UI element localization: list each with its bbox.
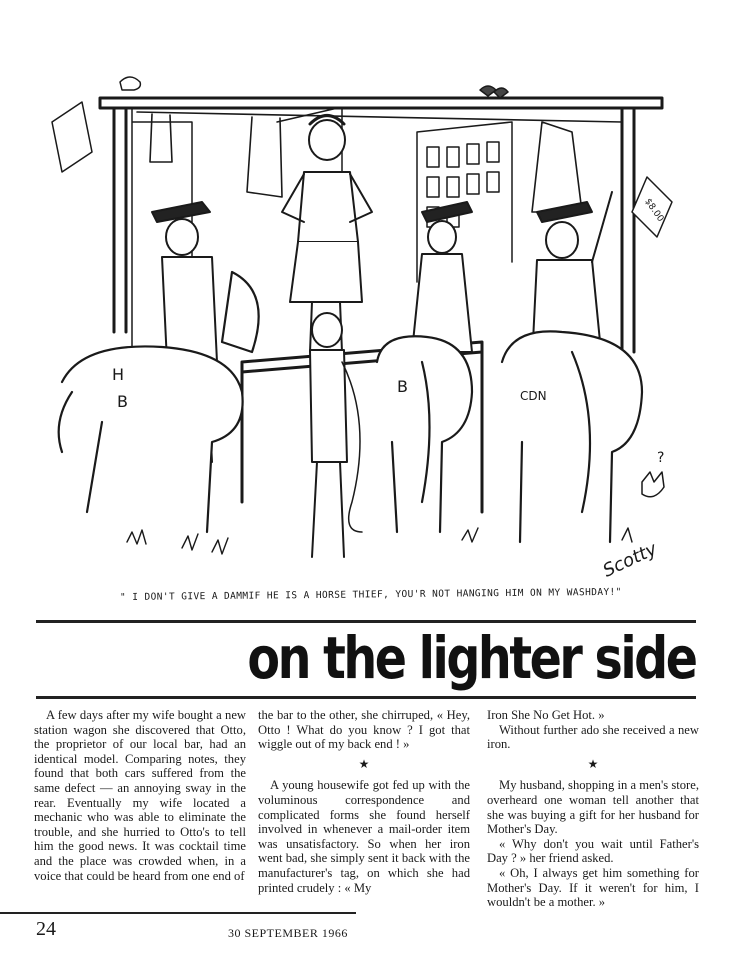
brand-cdn: CDN (520, 389, 547, 403)
section-star: ★ (358, 756, 370, 771)
brand-h: H (112, 365, 125, 384)
cartoon-illustration (42, 62, 682, 584)
anecdote-station-wagon-continued: the bar to the other, she chirruped, « Hey, Otto ! What do you know ? I got that wiggle out of my back end ! » (258, 708, 470, 752)
price-tag (632, 177, 672, 237)
article-column-1 (34, 708, 246, 883)
horse-left (59, 272, 259, 532)
brand-b-middle: B (397, 377, 408, 396)
anecdote-iron-continued: Iron She No Get Hot. » (487, 708, 605, 722)
horse-middle (377, 336, 472, 532)
page-number: 24 (36, 918, 56, 940)
svg-text:?: ? (657, 450, 665, 466)
headline-rule-bottom (36, 696, 696, 699)
brand-b-left: B (117, 392, 128, 411)
section-star: ★ (587, 756, 599, 771)
cowboy-middle (412, 202, 472, 352)
price-tag-text: $8.00 (642, 197, 666, 224)
section-headline: on the lighter side (247, 624, 696, 692)
anecdote-station-wagon: A few days after my wife bought a new station wagon she discovered that Otto, the proprietor of our local bar, had an identical model. Comparing notes, they found that both cars suffered from the same defect — an annoying sway in the rear. Eventually my wife located a mechanic who was able to eliminate the trouble, and she hurried to Otto's to tell him the good news. It was cocktail time and the place was crowded when, in a voice that could be heard from one end of (34, 708, 246, 883)
anecdote-iron-ending: Without further ado she received a new iron. (487, 722, 699, 752)
article-column-2 (258, 708, 470, 895)
cartoon-caption: " I DON'T GIVE A DAMMIF HE IS A HORSE THIEF, YOU'R NOT HANGING HIM ON MY WASHDAY!" (119, 586, 622, 603)
anecdote-mothers-day: My husband, shopping in a men's store, overheard one woman tell another that she was buying a gift for her husband for Mother's Day. (487, 778, 699, 837)
footer-rule (0, 912, 356, 914)
artist-signature: Scotty (599, 538, 661, 582)
grass-tufts (127, 528, 632, 554)
article-column-3 (487, 708, 699, 910)
birds (120, 77, 508, 98)
horse-right (502, 331, 642, 542)
cat-figure (642, 450, 664, 497)
issue-date: 30 SEPTEMBER 1966 (228, 926, 348, 940)
boy-figure (310, 313, 362, 557)
anecdote-iron: A young housewife got fed up with the voluminous correspondence and complicated forms she found herself involved in whenever a mail-order item was unsatisfactory. So when her iron went bad, she simply sent it back with the manufacturer's tag, on which she had printed crudely : « My (258, 778, 470, 895)
anecdote-mothers-day-question: « Why don't you wait until Father's Day ? » her friend asked. (487, 836, 699, 866)
laundry-line (137, 112, 622, 212)
anecdote-mothers-day-answer: « Oh, I always get him something for Mother's Day. If it weren't for him, I wouldn't be a mother. » (487, 865, 699, 910)
